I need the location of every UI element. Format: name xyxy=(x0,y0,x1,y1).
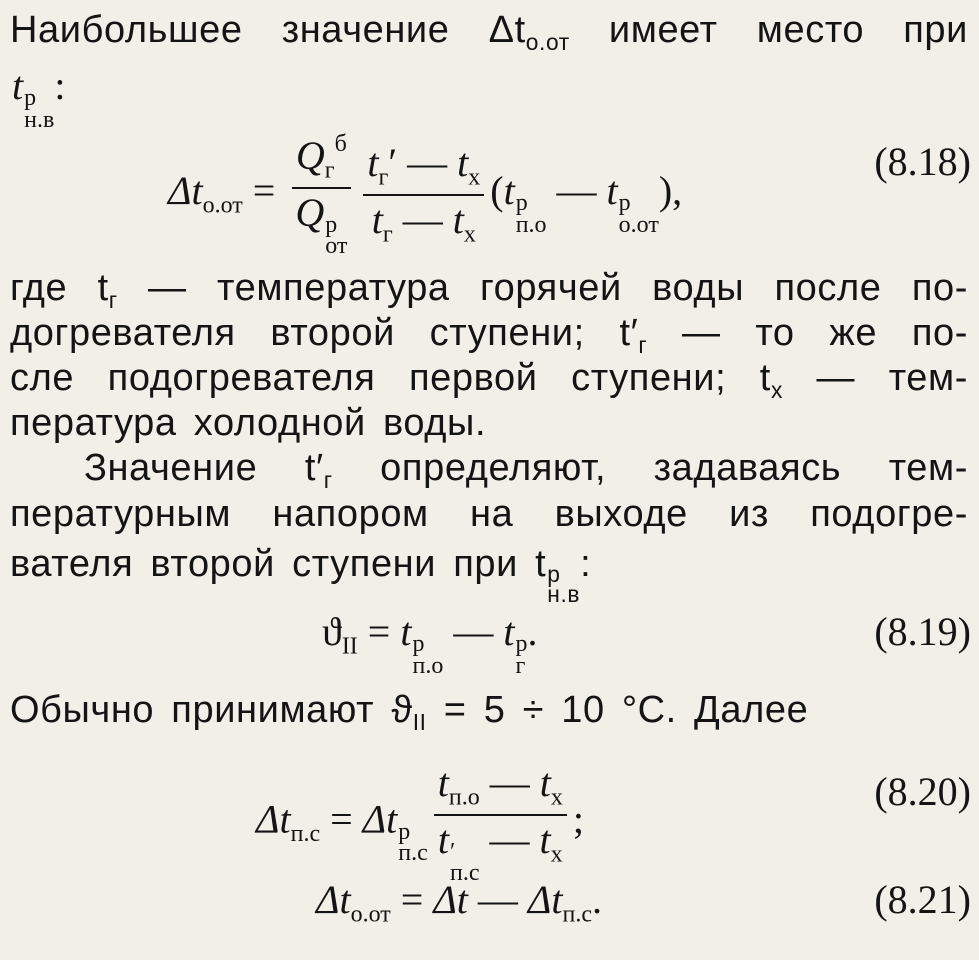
minus-sign: — xyxy=(392,196,453,242)
denominator xyxy=(368,196,480,248)
subscript: х xyxy=(468,164,481,191)
text-fragment: догревателя второй ступени; t′ xyxy=(10,312,639,354)
lhs-delta-t: Δt xyxy=(168,168,203,214)
minus-sign: — xyxy=(397,140,458,186)
subscript: г xyxy=(108,286,118,313)
numerator xyxy=(363,142,484,196)
fraction-temperature-ratio xyxy=(434,762,567,885)
variable: Δt xyxy=(433,877,468,922)
subscript: п.с xyxy=(398,840,428,867)
superscript: р xyxy=(412,631,425,657)
paren: ), xyxy=(658,168,683,214)
text-fragment: = 5 ÷ 10 °C. Далее xyxy=(426,689,809,731)
subscript: п.о xyxy=(448,784,480,811)
paragraph-3-line-2: пературным напором на выходе из подогре- xyxy=(10,493,968,535)
period: . xyxy=(527,609,538,654)
minus-sign: — xyxy=(479,760,540,805)
equation-number-8-18: (8.18) xyxy=(874,139,971,184)
superscript: р xyxy=(515,631,528,657)
subscript: п.с xyxy=(450,860,480,887)
subscript: н.в xyxy=(547,581,581,608)
subscript: х xyxy=(463,221,476,248)
subscript: г xyxy=(638,331,648,358)
subscript: п.с xyxy=(290,820,321,847)
superscript: р xyxy=(325,211,338,238)
fraction-temperature-ratio xyxy=(363,142,484,247)
equals-sign: = xyxy=(390,877,434,922)
subscript: г xyxy=(515,652,526,679)
subscript: х xyxy=(550,784,563,811)
text-fragment: вателя второй ступени при t xyxy=(10,543,547,585)
numerator xyxy=(434,762,567,816)
minus-sign: — xyxy=(467,877,528,922)
subscript: г xyxy=(323,466,333,493)
superscript: б xyxy=(334,131,347,157)
semicolon: ; xyxy=(572,796,584,842)
paragraph-1-line-2 xyxy=(12,62,65,131)
text-fragment: — тем- xyxy=(782,357,968,399)
sup-sub-stack xyxy=(398,818,428,867)
text-fragment: : xyxy=(54,63,66,108)
equation-8-21 xyxy=(316,876,602,938)
subscript: г xyxy=(378,164,389,191)
equation-8-18 xyxy=(168,132,682,258)
variable: t xyxy=(457,140,469,186)
subscript: о.от xyxy=(350,901,391,928)
paragraph-3-line-3 xyxy=(10,540,592,608)
denominator xyxy=(434,816,567,885)
variable: Q xyxy=(295,189,325,235)
equation-8-20 xyxy=(256,762,584,885)
subscript: о.от xyxy=(202,192,243,219)
variable: t xyxy=(437,760,449,805)
subscript: п.с xyxy=(562,901,593,928)
subscript: о.от xyxy=(525,28,570,55)
variable: t xyxy=(503,609,515,654)
numerator xyxy=(292,132,351,189)
text-fragment: : xyxy=(580,543,592,585)
superscript: р xyxy=(24,85,37,111)
subscript: II xyxy=(341,633,358,660)
variable: Q xyxy=(295,133,325,178)
lhs-delta-t: Δt xyxy=(256,796,291,842)
minus-sign: — xyxy=(479,816,540,862)
text-fragment: имеет место при xyxy=(569,9,968,51)
variable: t xyxy=(606,168,618,214)
sup-sub-stack xyxy=(325,211,348,260)
subscript: г xyxy=(382,221,393,248)
variable: t xyxy=(400,609,412,654)
fraction-q-ratio xyxy=(291,132,351,258)
text-fragment: Значение t′ xyxy=(84,447,324,489)
variable: Δt xyxy=(362,796,398,842)
subscript: п.о xyxy=(412,652,444,679)
subscript: п.о xyxy=(515,211,547,238)
text-fragment: где t xyxy=(10,267,109,309)
minus-sign: — xyxy=(546,168,607,214)
variable: t xyxy=(371,196,383,242)
variable: t xyxy=(452,196,464,242)
subscript: от xyxy=(325,233,348,260)
paren: ( xyxy=(490,168,504,214)
equation-number-8-19: (8.19) xyxy=(874,609,971,654)
text-fragment: — то же по- xyxy=(647,312,968,354)
equation-8-19 xyxy=(322,608,537,677)
equals-sign: = xyxy=(357,609,401,654)
equals-sign: = xyxy=(242,168,286,214)
variable: t xyxy=(367,140,379,186)
variable: t xyxy=(12,63,24,108)
subscript: г xyxy=(324,157,335,184)
superscript: р xyxy=(515,190,528,217)
equation-number-8-21: (8.21) xyxy=(874,877,971,922)
text-fragment: определяют, задаваясь тем- xyxy=(332,447,969,489)
sup-sub-stack xyxy=(547,560,581,608)
variable: t xyxy=(437,816,450,862)
subscript: х xyxy=(550,840,563,867)
sup-sub-stack xyxy=(618,190,659,238)
variable: t xyxy=(503,168,515,214)
paragraph-2-line-4: пература холодной воды. xyxy=(10,402,487,444)
sup-sub-stack xyxy=(412,631,444,679)
sup-sub-stack xyxy=(515,631,528,679)
subscript: II xyxy=(412,708,427,735)
superscript: ′ xyxy=(450,838,456,865)
text-fragment: Обычно принимают ϑ xyxy=(10,689,413,731)
period: . xyxy=(592,877,603,922)
equals-sign: = xyxy=(320,796,363,842)
text-fragment: сле подогревателя первой ступени; t xyxy=(10,357,771,399)
superscript: р xyxy=(547,560,561,587)
theta-symbol: ϑ xyxy=(322,609,342,654)
subscript: х xyxy=(770,376,783,403)
variable: Δt xyxy=(527,877,563,922)
variable: t xyxy=(539,760,551,805)
prime: ′ xyxy=(388,140,398,186)
superscript: р xyxy=(398,818,411,845)
paragraph-4 xyxy=(10,686,808,746)
text-fragment: — температура горячей воды после по- xyxy=(117,267,968,309)
variable: t xyxy=(539,816,551,862)
subscript: о.от xyxy=(618,211,659,238)
equation-number-8-20: (8.20) xyxy=(874,769,971,814)
subscript: н.в xyxy=(24,106,55,133)
minus-sign: — xyxy=(443,609,504,654)
paragraph-1-line-1 xyxy=(10,6,968,66)
lhs-delta-t: Δt xyxy=(316,877,351,922)
sup-sub-stack xyxy=(515,190,547,238)
superscript: р xyxy=(618,190,631,217)
sup-sub-stack xyxy=(24,85,55,133)
text-fragment: Наибольшее значение Δt xyxy=(10,9,526,51)
denominator xyxy=(291,189,351,258)
